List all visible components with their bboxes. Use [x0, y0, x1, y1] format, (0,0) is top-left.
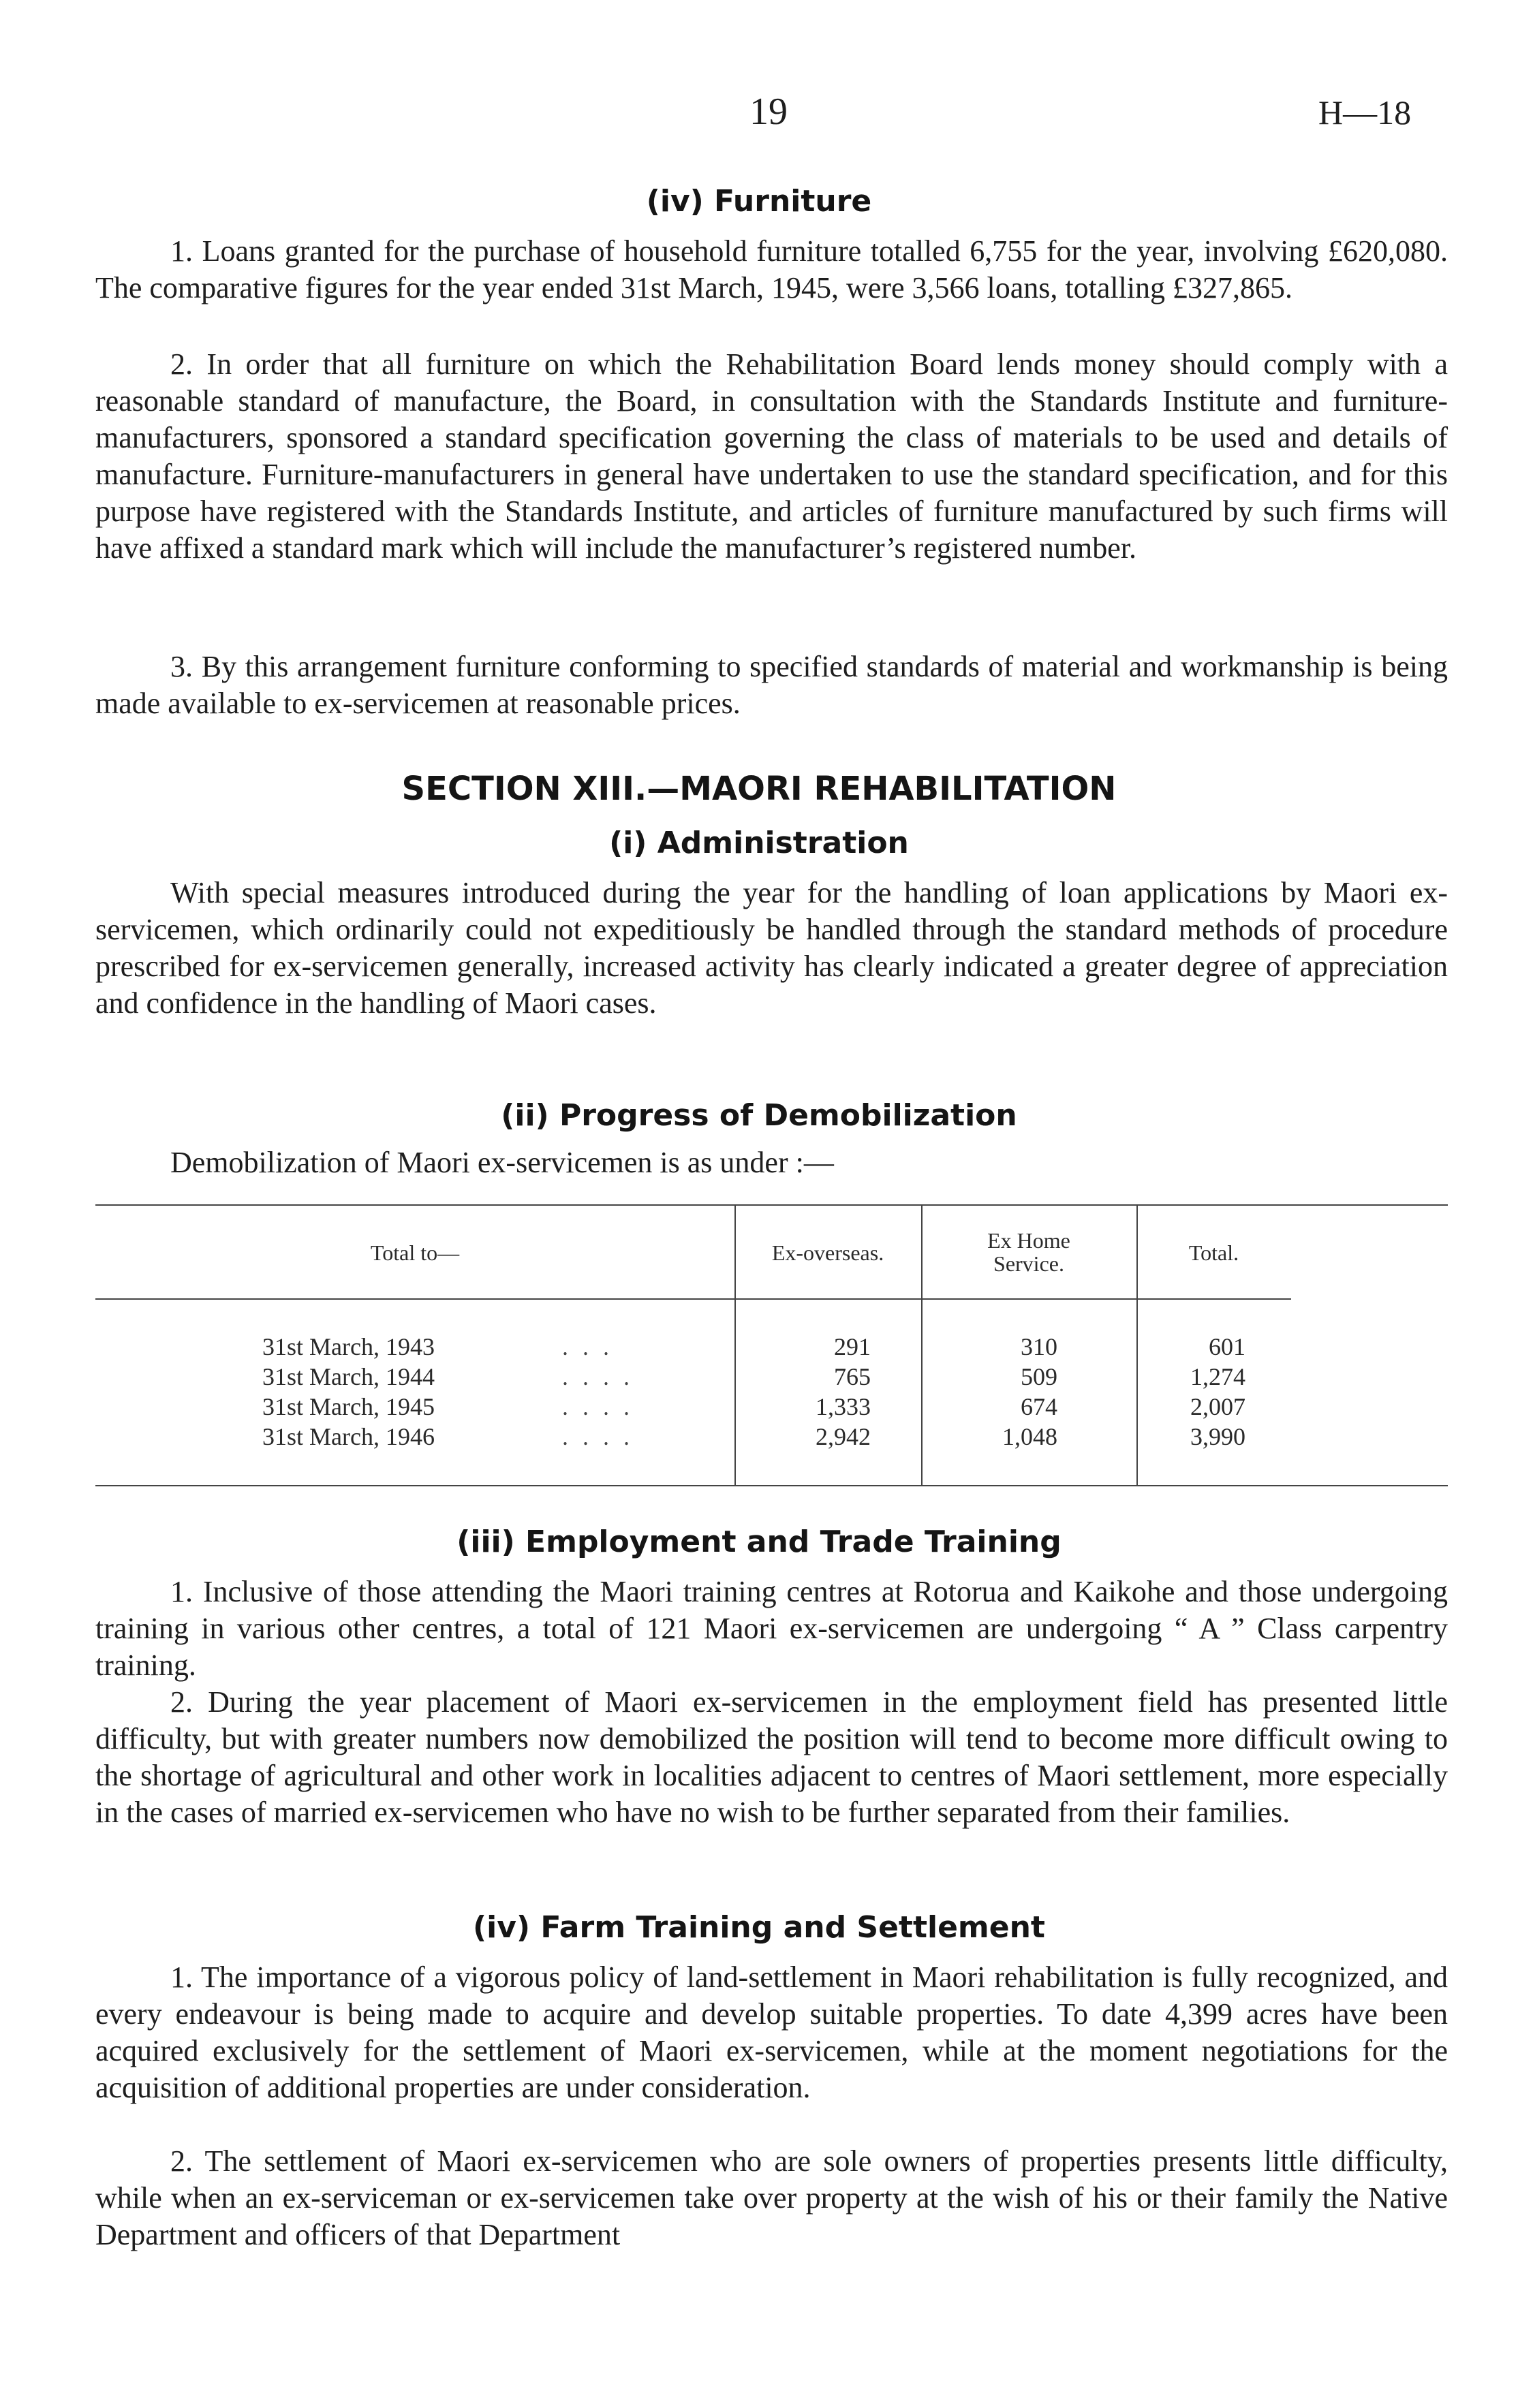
row-total: 601: [1209, 1333, 1245, 1360]
row-ex-home: 509: [1021, 1363, 1057, 1390]
row-ex-overseas: 2,942: [816, 1423, 871, 1450]
row-leader-dots: . . . .: [562, 1393, 634, 1420]
col-header-ex-overseas: Ex-overseas.: [771, 1240, 884, 1265]
farm-paragraph-2: 2. The settlement of Maori ex-servicemen who are sole owners of properties presents little difficulty, while when an ex-serviceman or ex-servicemen take over property at the wish of his or their family the Native Department and officers of that Department: [95, 2144, 1448, 2251]
employment-heading: (iii) Employment and Trade Training: [456, 1524, 1062, 1559]
row-total: 2,007: [1190, 1393, 1245, 1420]
section-title: SECTION XIII.—MAORI REHABILITATION: [401, 770, 1117, 808]
col-header-ex-home-line1: Ex Home: [987, 1228, 1070, 1253]
row-ex-overseas: 291: [834, 1333, 871, 1360]
row-total: 3,990: [1190, 1423, 1245, 1450]
table-top-rule: [95, 1204, 1448, 1206]
col-header-ex-home-line2: Service.: [993, 1251, 1064, 1276]
col-header-total: Total.: [1188, 1240, 1239, 1265]
farm-heading: (iv) Farm Training and Settlement: [473, 1910, 1045, 1945]
row-leader-dots: . . .: [562, 1333, 613, 1360]
row-total: 1,274: [1190, 1363, 1245, 1390]
administration-paragraph: With special measures introduced during the year for the handling of loan applications by Maori ex-servicemen, which ordinarily could not expeditiously be handled through the standard methods of procedure prescribed for ex-servicemen generally, increased activity has clearly indicated a greater degree of appreciation and confidence in the handling of Maori cases.: [95, 876, 1448, 1020]
row-date: 31st March, 1946: [262, 1423, 435, 1450]
table-col-divider-1: [734, 1204, 736, 1485]
demobilization-intro: Demobilization of Maori ex-servicemen is as under :—: [170, 1146, 834, 1179]
furniture-paragraph-2: 2. In order that all furniture on which the Rehabilitation Board lends money should comply with a reasonable standard of manufacture, the Board, in consultation with the Standards Institute and furniture-manufacturers, sponsored a standard specification governing the class of materials to be used and details of manufacture. Furniture-manufacturers in general have undertaken to use the standard specification, and for this purpose have registered with the Standards Institute, and articles of furniture manufactured by such firms will have affixed a standard mark which will include the manufacturer’s registered number.: [95, 347, 1448, 565]
row-date: 31st March, 1943: [262, 1333, 435, 1360]
row-ex-home: 674: [1021, 1393, 1057, 1420]
row-date: 31st March, 1945: [262, 1393, 435, 1420]
table-col-divider-3: [1136, 1204, 1138, 1485]
page-number: 19: [749, 91, 788, 133]
table-bottom-rule: [95, 1485, 1448, 1486]
row-ex-overseas: 765: [834, 1363, 871, 1390]
administration-heading: (i) Administration: [609, 826, 909, 860]
farm-paragraph-1: 1. The importance of a vigorous policy of land-settlement in Maori rehabilitation is fully recognized, and every endeavour is being made to acquire and develop suitable properties. To date 4,399 acres have been acquired exclusively for the settlement of Maori ex-servicemen, while at the moment negotiations for the acquisition of additional properties are under consideration.: [95, 1960, 1448, 2104]
row-ex-overseas: 1,333: [816, 1393, 871, 1420]
employment-paragraph-1: 1. Inclusive of those attending the Maori training centres at Rotorua and Kaikohe and those undergoing training in various other centres, a total of 121 Maori ex-servicemen are undergoing “ A ” Class carpentry training.: [95, 1575, 1448, 1682]
row-ex-home: 1,048: [1002, 1423, 1057, 1450]
row-date: 31st March, 1944: [262, 1363, 435, 1390]
row-leader-dots: . . . .: [562, 1423, 634, 1450]
furniture-heading: (iv) Furniture: [646, 184, 872, 219]
employment-paragraph-2: 2. During the year placement of Maori ex-servicemen in the employment field has presented little difficulty, but with greater numbers now demobilized the position will tend to become more difficult owing to the shortage of agricultural and other work in localities adjacent to centres of Maori settlement, more especially in the cases of married ex-servicemen who have no wish to be further separated from their families.: [95, 1685, 1448, 1829]
table-col-divider-2: [921, 1204, 923, 1485]
demobilization-heading: (ii) Progress of Demobilization: [501, 1098, 1017, 1133]
table-header-rule: [95, 1298, 1291, 1300]
furniture-paragraph-1: 1. Loans granted for the purchase of household furniture totalled 6,755 for the year, involving £620,080. The comparative figures for the year ended 31st March, 1945, were 3,566 loans, totalling £327,865.: [95, 234, 1448, 304]
col-header-total-to: Total to—: [370, 1240, 460, 1265]
document-reference: H—18: [1318, 93, 1412, 131]
furniture-paragraph-3: 3. By this arrangement furniture conforming to specified standards of material and workmanship is being made available to ex-servicemen at reasonable prices.: [95, 650, 1448, 720]
row-ex-home: 310: [1021, 1333, 1057, 1360]
row-leader-dots: . . . .: [562, 1363, 634, 1390]
